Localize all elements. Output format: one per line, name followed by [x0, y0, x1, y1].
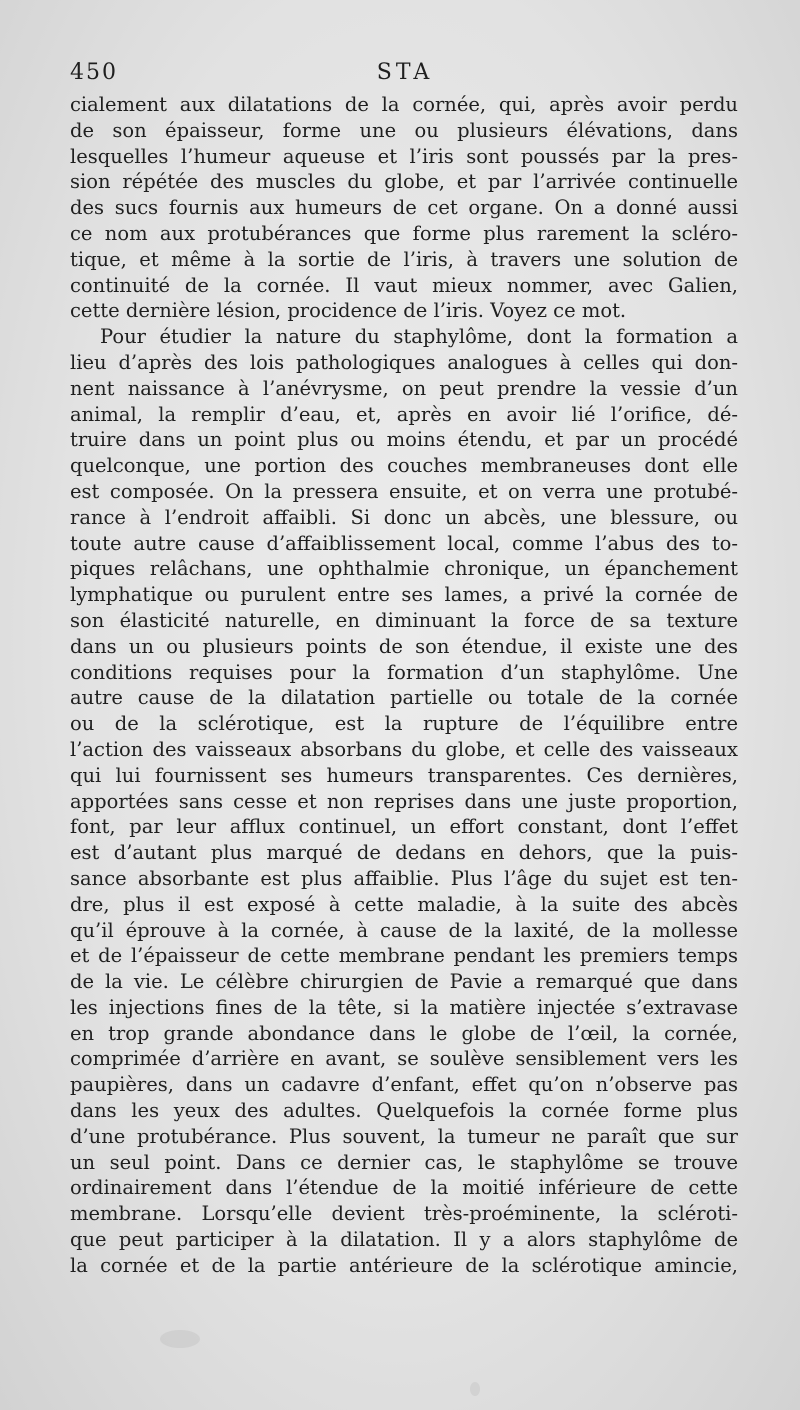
text-line: et de l’épaisseur de cette membrane pendant les premiers temps	[70, 944, 738, 968]
paper-stain	[160, 1330, 200, 1348]
text-line: d’une protubérance. Plus souvent, la tumeur ne paraît que sur	[70, 1124, 738, 1148]
text-line: ou de la sclérotique, est la rupture de l’équilibre entre	[70, 712, 738, 736]
text-line: lesquelles l’humeur aqueuse et l’iris sont poussés par la pres-	[70, 144, 738, 168]
text-line: membrane. Lorsqu’elle devient très-proéminente, la scléroti-	[70, 1202, 738, 1226]
text-line: animal, la remplir d’eau, et, après en avoir lié l’orifice, dé-	[70, 402, 738, 426]
text-line: qui lui fournissent ses humeurs transparentes. Ces dernières,	[70, 763, 738, 787]
text-line: dans les yeux des adultes. Quelquefois la cornée forme plus	[70, 1099, 738, 1123]
body-text	[70, 92, 738, 1279]
text-line: cialement aux dilatations de la cornée, qui, après avoir perdu	[70, 93, 738, 116]
text-line: de la vie. Le célèbre chirurgien de Pavie a remarqué que dans	[70, 970, 738, 994]
text-line: qu’il éprouve à la cornée, à cause de la laxité, de la mollesse	[70, 918, 738, 942]
text-line: dans un ou plusieurs points de son étendue, il existe une des	[70, 634, 738, 658]
text-line: cette dernière lésion, procidence de l’iris. Voyez ce mot.	[70, 299, 627, 323]
text-line: son élasticité naturelle, en diminuant la force de sa texture	[70, 608, 738, 632]
text-line: l’action des vaisseaux absorbans du globe, et celle des vaisseaux	[70, 737, 738, 761]
text-line: les injections fines de la tête, si la matière injectée s’extravase	[70, 995, 738, 1019]
text-line: autre cause de la dilatation partielle ou totale de la cornée	[70, 686, 738, 710]
text-line: nent naissance à l’anévrysme, on peut prendre la vessie d’un	[70, 376, 738, 400]
text-line: ordinairement dans l’étendue de la moitié inférieure de cette	[70, 1176, 738, 1200]
text-line: truire dans un point plus ou moins étendu, et par un procédé	[70, 428, 738, 452]
text-line: apportées sans cesse et non reprises dans une juste proportion,	[70, 789, 738, 813]
paragraph-start-line: Pour étudier la nature du staphylôme, dont la formation a	[100, 325, 738, 349]
text-line: dre, plus il est exposé à cette maladie, à la suite des abcès	[70, 892, 738, 916]
text-line: continuité de la cornée. Il vaut mieux nommer, avec Galien,	[70, 273, 738, 297]
text-line: comprimée d’arrière en avant, se soulève sensiblement vers les	[70, 1047, 738, 1071]
text-line: quelconque, une portion des couches membraneuses dont elle	[70, 454, 738, 478]
page-header	[70, 60, 740, 90]
text-line: lymphatique ou purulent entre ses lames, a privé la cornée de	[70, 583, 738, 607]
text-line: piques relâchans, une ophthalmie chronique, un épanchement	[70, 557, 738, 581]
text-line: lieu d’après des lois pathologiques analogues à celles qui don-	[70, 350, 738, 374]
text-line: ce nom aux protubérances que forme plus rarement la scléro-	[70, 221, 738, 245]
page-number: 450	[70, 60, 118, 85]
text-line: rance à l’endroit affaibli. Si donc un abcès, une blessure, ou	[70, 505, 738, 529]
text-line: conditions requises pour la formation d’un staphylôme. Une	[70, 660, 738, 684]
text-line: sion répétée des muscles du globe, et par l’arrivée continuelle	[70, 170, 738, 194]
text-line: toute autre cause d’affaiblissement local, comme l’abus des to-	[70, 531, 738, 555]
text-line: la cornée et de la partie antérieure de la sclérotique amincie,	[70, 1253, 738, 1277]
text-line: un seul point. Dans ce dernier cas, le staphylôme se trouve	[70, 1150, 738, 1174]
text-line: sance absorbante est plus affaiblie. Plus l’âge du sujet est ten-	[70, 866, 738, 890]
text-line: des sucs fournis aux humeurs de cet organe. On a donné aussi	[70, 196, 738, 220]
text-line: paupières, dans un cadavre d’enfant, effet qu’on n’observe pas	[70, 1073, 738, 1097]
running-head: STA	[376, 60, 434, 85]
text-line: de son épaisseur, forme une ou plusieurs élévations, dans	[70, 118, 738, 142]
text-line: est composée. On la pressera ensuite, et on verra une protubé-	[70, 479, 738, 503]
text-line: est d’autant plus marqué de dedans en dehors, que la puis-	[70, 841, 738, 865]
text-line: que peut participer à la dilatation. Il y a alors staphylôme de	[70, 1228, 738, 1252]
text-line: tique, et même à la sortie de l’iris, à travers une solution de	[70, 247, 738, 271]
text-line: en trop grande abondance dans le globe de l’œil, la cornée,	[70, 1021, 738, 1045]
paper-stain	[470, 1382, 480, 1396]
text-line: font, par leur afflux continuel, un effort constant, dont l’effet	[70, 815, 738, 839]
